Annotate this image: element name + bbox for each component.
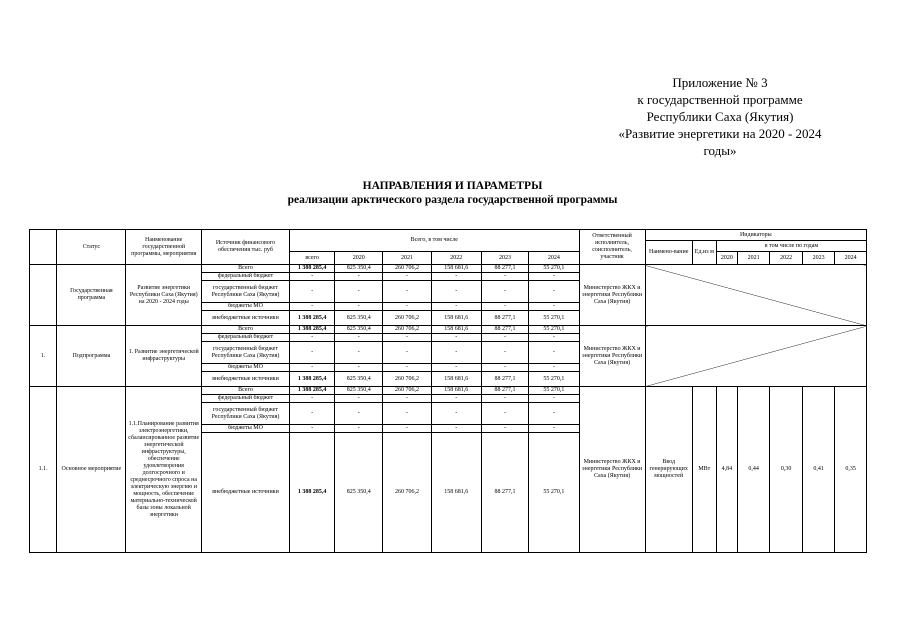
row-name: 1.1.Планирование развития электроэнергетики, сбалансированное развитие энергетической инфраструктуры, обеспечение удовлетворения долгосрочного и среднесрочного спроса на электрическую энергию и мощность, обеспечение материально-технической базы зоны локальной энергетики: [126, 387, 202, 553]
header-year: всего: [290, 252, 335, 265]
value-cell: -: [383, 342, 431, 364]
header-ind-name: Наимено-вание: [645, 241, 692, 265]
indicator-value: 4,84: [716, 387, 737, 553]
indicator-value: 0,41: [802, 387, 835, 553]
source-total: Всего: [201, 326, 289, 334]
header-year: 2024: [529, 252, 579, 265]
value-cell: -: [481, 334, 528, 342]
value-cell: -: [290, 342, 335, 364]
header-year: 2022: [431, 252, 481, 265]
value-cell: 158 681,6: [431, 372, 481, 387]
value-cell: 55 270,1: [529, 265, 579, 273]
value-cell: 260 706,2: [383, 372, 431, 387]
source-republic: государственный бюджет Республики Саха (Якутия): [201, 403, 289, 425]
source-municipal: бюджеты МО: [201, 364, 289, 372]
value-cell: -: [335, 425, 383, 433]
header-responsible: Ответственный исполнитель, соисполнитель, участник: [579, 230, 645, 265]
value-cell: 158 681,6: [431, 311, 481, 326]
header-total-including: Всего, в том числе: [290, 230, 579, 252]
value-cell: -: [529, 364, 579, 372]
value-cell: 55 270,1: [529, 326, 579, 334]
indicator-unit: МВт: [692, 387, 716, 553]
value-cell: 158 681,6: [431, 433, 481, 553]
row-status: Государственная программа: [57, 265, 126, 326]
value-cell: -: [529, 403, 579, 425]
row-responsible: Министерство ЖКХ и энергетики Республики Саха (Якутия): [579, 387, 645, 553]
value-cell: 825 350,4: [335, 387, 383, 395]
row-responsible: Министерство ЖКХ и энергетики Республики Саха (Якутия): [579, 265, 645, 326]
value-cell: -: [481, 364, 528, 372]
value-cell: -: [481, 395, 528, 403]
row-number: 1.1.: [30, 387, 57, 553]
appendix-line-5: годы»: [703, 143, 737, 158]
value-cell: -: [481, 425, 528, 433]
value-cell: -: [383, 273, 431, 281]
value-cell: -: [431, 273, 481, 281]
header-ind-year: 2023: [802, 252, 835, 265]
value-cell: -: [335, 364, 383, 372]
value-cell: 825 350,4: [335, 433, 383, 553]
value-cell: -: [335, 403, 383, 425]
indicator-value: 0,35: [835, 387, 867, 553]
value-cell: 825 350,4: [335, 372, 383, 387]
value-cell: -: [481, 273, 528, 281]
header-number: [30, 230, 57, 265]
value-cell: 1 388 285,4: [290, 326, 335, 334]
document-title: [150, 179, 755, 207]
value-cell: -: [290, 425, 335, 433]
value-cell: -: [529, 395, 579, 403]
value-cell: -: [529, 334, 579, 342]
value-cell: 88 277,1: [481, 311, 528, 326]
value-cell: 1 388 285,4: [290, 265, 335, 273]
source-republic: государственный бюджет Республики Саха (Якутия): [201, 281, 289, 303]
appendix-line-4: «Развитие энергетики на 2020 - 2024: [618, 126, 822, 141]
value-cell: -: [481, 342, 528, 364]
value-cell: 55 270,1: [529, 372, 579, 387]
source-extra: внебюджетные источники: [201, 433, 289, 553]
title-line-2: реализации арктического раздела государственной программы: [287, 194, 618, 206]
value-cell: -: [431, 342, 481, 364]
value-cell: -: [290, 281, 335, 303]
value-cell: -: [529, 281, 579, 303]
value-cell: 88 277,1: [481, 265, 528, 273]
header-year: 2023: [481, 252, 528, 265]
value-cell: -: [290, 273, 335, 281]
source-federal: федеральный бюджет: [201, 334, 289, 342]
source-federal: федеральный бюджет: [201, 395, 289, 403]
directions-table: [29, 229, 867, 553]
value-cell: 158 681,6: [431, 387, 481, 395]
value-cell: -: [529, 425, 579, 433]
value-cell: -: [335, 395, 383, 403]
source-total: Всего: [201, 265, 289, 273]
value-cell: -: [383, 403, 431, 425]
value-cell: -: [290, 403, 335, 425]
value-cell: -: [431, 403, 481, 425]
indicators-empty: [645, 326, 866, 387]
value-cell: -: [431, 425, 481, 433]
row-responsible: Министерство ЖКХ и энергетики Республики Саха (Якутия): [579, 326, 645, 387]
source-federal: федеральный бюджет: [201, 273, 289, 281]
value-cell: -: [383, 281, 431, 303]
row-name: Развитие энергетики Республики Саха (Якутия) на 2020 - 2024 годы: [126, 265, 202, 326]
header-indicators: Индикаторы: [645, 230, 866, 241]
value-cell: 1 388 285,4: [290, 387, 335, 395]
header-year: 2020: [335, 252, 383, 265]
indicators-empty: [645, 265, 866, 326]
value-cell: -: [481, 281, 528, 303]
appendix-line-1: Приложение № 3: [672, 75, 768, 90]
value-cell: -: [383, 364, 431, 372]
value-cell: -: [290, 303, 335, 311]
title-line-1: НАПРАВЛЕНИЯ И ПАРАМЕТРЫ: [362, 180, 543, 192]
value-cell: 260 706,2: [383, 265, 431, 273]
source-municipal: бюджеты МО: [201, 425, 289, 433]
source-republic: государственный бюджет Республики Саха (Якутия): [201, 342, 289, 364]
value-cell: -: [481, 303, 528, 311]
value-cell: 1 388 285,4: [290, 311, 335, 326]
appendix-line-2: к государственной программе: [637, 92, 803, 107]
value-cell: -: [383, 425, 431, 433]
source-municipal: бюджеты МО: [201, 303, 289, 311]
value-cell: -: [529, 273, 579, 281]
value-cell: -: [431, 303, 481, 311]
header-name: Наименование государственной программы, мероприятия: [126, 230, 202, 265]
header-status: Статус: [57, 230, 126, 265]
header-ind-year: 2020: [716, 252, 737, 265]
row-number: 1.: [30, 326, 57, 387]
value-cell: -: [529, 303, 579, 311]
source-extra: внебюджетные источники: [201, 311, 289, 326]
value-cell: -: [290, 364, 335, 372]
header-ind-year: 2022: [770, 252, 803, 265]
value-cell: 260 706,2: [383, 326, 431, 334]
source-extra: внебюджетные источники: [201, 372, 289, 387]
value-cell: -: [335, 334, 383, 342]
row-number: [30, 265, 57, 326]
value-cell: -: [383, 395, 431, 403]
indicator-value: 0,30: [770, 387, 803, 553]
value-cell: 158 681,6: [431, 265, 481, 273]
header-source: Источник финансового обеспечения тыс. руб: [201, 230, 289, 265]
value-cell: -: [335, 342, 383, 364]
header-ind-unit: Ед.из м: [692, 241, 716, 265]
row-name: 1. Развитие энергетической инфраструктуры: [126, 326, 202, 387]
row-status: Основное мероприятие: [57, 387, 126, 553]
value-cell: 88 277,1: [481, 433, 528, 553]
value-cell: 88 277,1: [481, 326, 528, 334]
appendix-line-3: Республики Саха (Якутия): [646, 109, 794, 124]
value-cell: 1 388 285,4: [290, 372, 335, 387]
value-cell: 55 270,1: [529, 433, 579, 553]
value-cell: 158 681,6: [431, 326, 481, 334]
value-cell: -: [335, 273, 383, 281]
value-cell: -: [335, 303, 383, 311]
value-cell: 260 706,2: [383, 311, 431, 326]
value-cell: 260 706,2: [383, 387, 431, 395]
value-cell: 825 350,4: [335, 265, 383, 273]
value-cell: -: [529, 342, 579, 364]
value-cell: 1 388 285,4: [290, 433, 335, 553]
header-ind-year: 2021: [737, 252, 770, 265]
value-cell: -: [431, 334, 481, 342]
value-cell: -: [431, 364, 481, 372]
value-cell: -: [383, 334, 431, 342]
value-cell: 260 706,2: [383, 433, 431, 553]
value-cell: 88 277,1: [481, 387, 528, 395]
value-cell: 825 350,4: [335, 311, 383, 326]
indicator-name: Ввод генерирующих мощностей: [645, 387, 692, 553]
value-cell: -: [431, 281, 481, 303]
appendix-block: [560, 74, 880, 159]
value-cell: 55 270,1: [529, 311, 579, 326]
source-total: Всего: [201, 387, 289, 395]
value-cell: 825 350,4: [335, 326, 383, 334]
indicator-value: 0,44: [737, 387, 770, 553]
value-cell: -: [290, 334, 335, 342]
header-year: 2021: [383, 252, 431, 265]
value-cell: -: [290, 395, 335, 403]
value-cell: 88 277,1: [481, 372, 528, 387]
value-cell: 55 270,1: [529, 387, 579, 395]
header-ind-including: в том числе по годам: [716, 241, 866, 252]
row-status: Подпрограмма: [57, 326, 126, 387]
header-ind-year: 2024: [835, 252, 867, 265]
value-cell: -: [335, 281, 383, 303]
value-cell: -: [481, 403, 528, 425]
value-cell: -: [383, 303, 431, 311]
value-cell: -: [431, 395, 481, 403]
